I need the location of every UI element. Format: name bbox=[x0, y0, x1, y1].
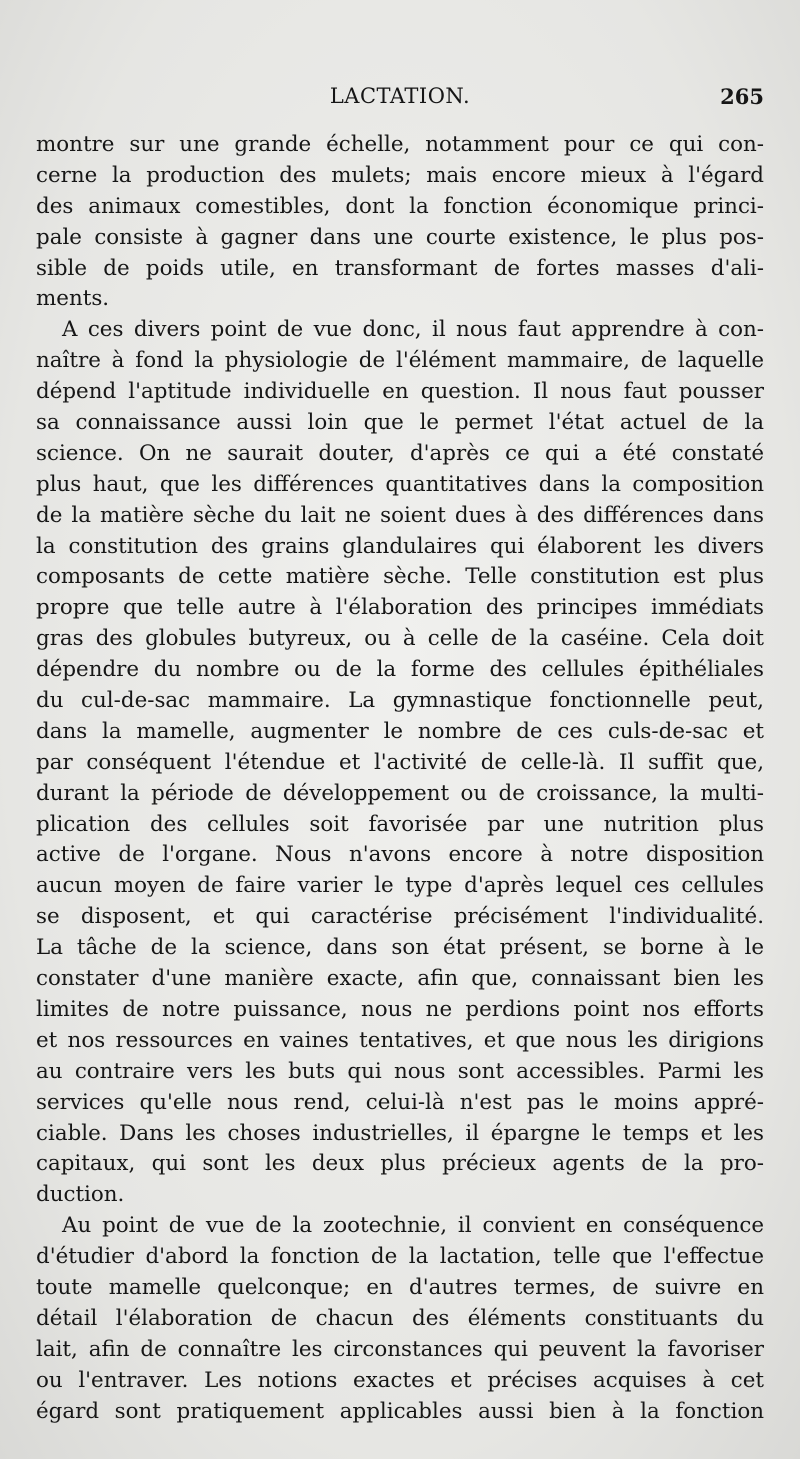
text-line: sa connaissance aussi loin que le permet l'état actuel de la bbox=[36, 410, 764, 436]
text-line: par conséquent l'étendue et l'activité de celle-là. Il suffit que, bbox=[36, 749, 764, 775]
text-line: dépendre du nombre ou de la forme des cellules épithéliales bbox=[36, 657, 764, 683]
text-line: montre sur une grande échelle, notamment pour ce qui con- bbox=[36, 132, 764, 157]
text-line: limites de notre puissance, nous ne perdions point nos efforts bbox=[36, 996, 764, 1022]
text-line: gras des globules butyreux, ou à celle de la caséine. Cela doit bbox=[36, 626, 764, 652]
text-line: pale consiste à gagner dans une courte existence, le plus pos- bbox=[36, 224, 764, 250]
text-line: durant la période de développement ou de croissance, la multi- bbox=[36, 780, 764, 806]
page-header bbox=[36, 84, 764, 116]
text-line: Au point de vue de la zootechnie, il convient en conséquence bbox=[62, 1213, 764, 1239]
text-line: science. On ne saurait douter, d'après ce qui a été constaté bbox=[36, 440, 764, 466]
text-line: constater d'une manière exacte, afin que, connaissant bien les bbox=[36, 966, 764, 992]
text-line: duction. bbox=[36, 1182, 125, 1208]
text-line: active de l'organe. Nous n'avons encore à notre disposition bbox=[36, 842, 764, 868]
text-line: ou l'entraver. Les notions exactes et précises acquises à cet bbox=[36, 1367, 764, 1393]
page-number: 265 bbox=[720, 84, 764, 109]
text-line: égard sont pratiquement applicables aussi bien à la fonction bbox=[36, 1398, 764, 1424]
text-line: sible de poids utile, en transformant de fortes masses d'ali- bbox=[36, 255, 764, 281]
text-line: lait, afin de connaître les circonstances qui peuvent la favoriser bbox=[36, 1336, 764, 1362]
text-line: plus haut, que les différences quantitatives dans la composition bbox=[36, 471, 764, 497]
body-text bbox=[36, 130, 764, 1427]
text-line: dans la mamelle, augmenter le nombre de ces culs-de-sac et bbox=[36, 718, 764, 744]
text-line: et nos ressources en vaines tentatives, et que nous les dirigions bbox=[36, 1027, 764, 1053]
text-line: naître à fond la physiologie de l'élément mammaire, de laquelle bbox=[36, 348, 764, 374]
text-line: plication des cellules soit favorisée par une nutrition plus bbox=[36, 811, 764, 837]
text-line: détail l'élaboration de chacun des éléments constituants du bbox=[36, 1305, 764, 1331]
text-line: des animaux comestibles, dont la fonction économique princi- bbox=[36, 193, 764, 219]
text-line: capitaux, qui sont les deux plus précieux agents de la pro- bbox=[36, 1151, 764, 1177]
text-line: se disposent, et qui caractérise précisément l'individualité. bbox=[36, 904, 764, 930]
text-line: toute mamelle quelconque; en d'autres termes, de suivre en bbox=[36, 1274, 764, 1300]
running-title: LACTATION. bbox=[329, 84, 471, 108]
text-line: la constitution des grains glandulaires qui élaborent les divers bbox=[36, 533, 764, 559]
text-line: dépend l'aptitude individuelle en question. Il nous faut pousser bbox=[36, 379, 764, 405]
text-line: propre que telle autre à l'élaboration des principes immédiats bbox=[36, 595, 764, 621]
text-line: au contraire vers les buts qui nous sont accessibles. Parmi les bbox=[36, 1058, 764, 1084]
text-line: d'étudier d'abord la fonction de la lactation, telle que l'effectue bbox=[36, 1244, 764, 1270]
text-line: composants de cette matière sèche. Telle constitution est plus bbox=[36, 564, 764, 590]
text-line: aucun moyen de faire varier le type d'après lequel ces cellules bbox=[36, 873, 764, 899]
text-line: La tâche de la science, dans son état présent, se borne à le bbox=[36, 935, 764, 961]
text-line: de la matière sèche du lait ne soient dues à des différences dans bbox=[36, 502, 764, 528]
text-line: du cul-de-sac mammaire. La gymnastique fonctionnelle peut, bbox=[36, 688, 764, 714]
text-line: ciable. Dans les choses industrielles, il épargne le temps et les bbox=[36, 1120, 764, 1146]
text-line: services qu'elle nous rend, celui-là n'est pas le moins appré- bbox=[36, 1089, 764, 1115]
text-line: cerne la production des mulets; mais encore mieux à l'égard bbox=[36, 162, 764, 188]
text-line: ments. bbox=[36, 286, 110, 312]
text-line: A ces divers point de vue donc, il nous faut apprendre à con- bbox=[62, 317, 764, 343]
